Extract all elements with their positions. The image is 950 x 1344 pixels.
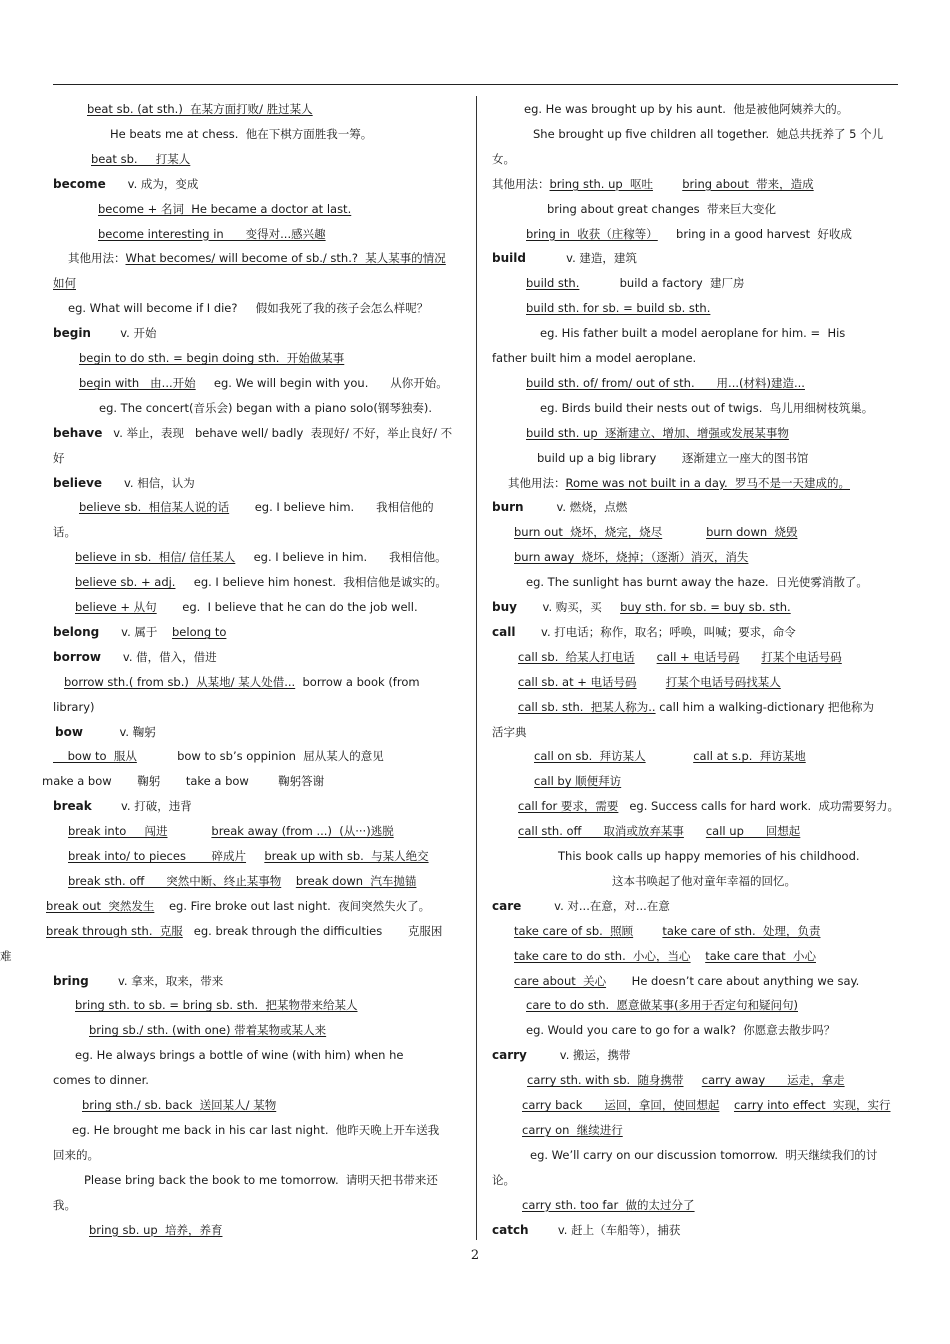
- entry-line: [526, 421, 789, 446]
- entry-line: [492, 495, 627, 520]
- phrase: break sth. off 突然中断、终止某事物: [68, 873, 282, 888]
- phrase: bring sth./ sb. back 送回某人/ 某物: [82, 1098, 277, 1112]
- entry-line: [514, 969, 859, 994]
- phrase: carry into effect 实现，实行: [733, 1098, 891, 1112]
- entry-line: [89, 1018, 326, 1043]
- phrase: burn out 烧坏，烧完，烧尽: [514, 525, 663, 540]
- phrase: call sb. sth. 把某人称为..: [518, 699, 656, 714]
- entry-text: He beats me at chess. 他在下棋方面胜我一筹。: [110, 126, 373, 141]
- phrase: bring sth. up 呕吐: [549, 176, 653, 191]
- phrase: carry sth. too far 做的太过分了: [522, 1197, 695, 1212]
- entry-line: [492, 147, 515, 172]
- headword: bring: [53, 973, 89, 988]
- phrase: borrow sth.( from sb.) 从某地/ 某人处借...: [64, 674, 296, 689]
- headword: become: [53, 176, 106, 191]
- phrase: take care of sth. 处理，负责: [662, 923, 821, 938]
- phrase: begin to do sth. = begin doing sth. 开始做某事: [79, 351, 345, 365]
- phrase: take care that 小心: [705, 948, 816, 963]
- entry-line: [527, 1068, 845, 1093]
- entry-text: This book calls up happy memories of his childhood.: [558, 849, 860, 863]
- entry-line: [526, 993, 798, 1018]
- entry-text: v. 对...在意，对...在意: [521, 898, 670, 913]
- headword: buy: [492, 600, 517, 614]
- entry-line: [558, 844, 860, 869]
- entry-text: He doesn’t care about anything we say.: [606, 973, 860, 988]
- entry-line: [526, 371, 805, 396]
- phrase: call sb. at + 电话号码: [518, 674, 637, 689]
- entry-text: [684, 1073, 702, 1087]
- entry-text: [246, 849, 264, 863]
- entry-line: [547, 197, 776, 222]
- entry-line: [53, 620, 226, 645]
- entry-line: [53, 321, 156, 346]
- entry-line: [42, 769, 324, 794]
- entry-text: 其他用法：: [492, 176, 550, 191]
- phrase: call sb. 给某人打电话: [518, 649, 635, 664]
- entry-text: v. 相信，认为: [102, 475, 195, 490]
- phrase: bring sb. up 培养，养育: [89, 1222, 223, 1237]
- entry-text: build a factory 建厂房: [579, 276, 745, 291]
- entry-line: [53, 271, 76, 296]
- entry-line: [492, 894, 670, 919]
- entry-line: [526, 222, 852, 247]
- entry-text: [281, 874, 296, 888]
- entry-text: eg. We will begin with you. 从你开始。: [195, 375, 448, 390]
- entry-text: eg. He brought me back in his car last night. 他昨天晚上开车送我: [72, 1122, 440, 1137]
- entry-line: [53, 471, 195, 496]
- entry-text: v. 赶上（车船等），捕获: [528, 1222, 681, 1237]
- column-divider: [476, 96, 477, 1240]
- entry-line: [492, 620, 796, 645]
- entry-line: [522, 1093, 890, 1118]
- entry-line: [537, 446, 808, 471]
- entry-text: [691, 949, 706, 963]
- entry-text: 这本书唤起了他对童年幸福的回忆。: [612, 873, 796, 888]
- headword: carry: [492, 1048, 527, 1063]
- entry-line: [53, 421, 452, 446]
- entry-line: [514, 520, 797, 545]
- phrase: call at s.p. 拜访某地: [693, 749, 806, 764]
- phrase: break down 汽车抛锚: [295, 873, 417, 888]
- entry-text: [653, 177, 682, 191]
- phrase: carry on 继续进行: [522, 1122, 623, 1137]
- entry-text: eg. We’ll carry on our discussion tomorrow. 明天继续我们的讨: [530, 1147, 878, 1162]
- entry-text: [646, 749, 694, 763]
- entry-line: [89, 1218, 222, 1243]
- entry-text: 好: [53, 450, 65, 465]
- entry-text: v. 燃烧，点燃: [523, 500, 628, 515]
- entry-text: eg. The sunlight has burnt away the haze. 日光使雾消散了。: [526, 575, 868, 590]
- phrase: call up 回想起: [705, 824, 801, 839]
- entry-line: [492, 1043, 631, 1068]
- entry-text: [719, 1098, 734, 1112]
- headword: believe: [53, 475, 103, 490]
- entry-text: borrow a book (from: [295, 674, 420, 689]
- entry-line: [53, 645, 217, 670]
- phrase: build sth. up 逐渐建立、增加、增强或发展某事物: [526, 425, 789, 440]
- phrase: break through sth. 克服: [46, 923, 183, 938]
- entry-text: father built him a model aeroplane.: [492, 351, 697, 365]
- phrase: 打某个电话号码: [761, 649, 842, 664]
- phrase: believe + 从句: [75, 600, 157, 614]
- entry-line: [530, 1143, 877, 1168]
- entry-text: eg. Would you care to go for a walk? 你愿意去散步吗？: [526, 1023, 836, 1038]
- entry-text: eg. Fire broke out last night. 夜间突然失火了。: [154, 898, 431, 913]
- headword: break: [53, 799, 92, 814]
- headword: bow: [55, 724, 83, 739]
- entry-line: [534, 744, 806, 769]
- entry-line: [55, 720, 156, 745]
- phrase: break into 闯进: [68, 824, 168, 839]
- entry-line: [68, 246, 446, 271]
- entry-text: eg. The concert(音乐会) began with a piano solo(钢琴独奏).: [99, 400, 432, 415]
- header-rule: [53, 84, 898, 85]
- entry-line: [540, 321, 845, 346]
- entry-line: [522, 1118, 623, 1143]
- entry-text: eg. His father built a model aeroplane for him. = His: [540, 326, 846, 341]
- entry-text: eg. He always brings a bottle of wine (with him) when he: [75, 1048, 404, 1063]
- phrase: call on sb. 拜访某人: [534, 749, 646, 764]
- entry-text: [662, 525, 706, 539]
- entry-text: 其他用法：: [68, 251, 126, 266]
- entry-line: [522, 1193, 695, 1218]
- entry-line: [518, 670, 781, 695]
- phrase: bring sb./ sth. (with one) 带着某物或某人来: [89, 1023, 327, 1038]
- phrase: 打某个电话号码找某人: [665, 674, 781, 689]
- entry-line: [46, 919, 442, 944]
- entry-text: v. 借，借入，借进: [101, 649, 217, 664]
- phrase: beat sb. 打某人: [91, 151, 191, 166]
- entry-line: [526, 570, 868, 595]
- entry-line: [492, 720, 527, 745]
- entry-line: [68, 819, 394, 844]
- entry-line: [46, 894, 430, 919]
- entry-line: [53, 172, 198, 197]
- entry-line: [53, 520, 76, 545]
- entry-line: [518, 695, 874, 720]
- phrase: build sth. for sb. = build sb. sth.: [526, 301, 711, 316]
- entry-text: build up a big library 逐渐建立一座大的图书馆: [537, 450, 809, 465]
- entry-text: eg. I believe in him. 我相信他。: [235, 550, 447, 565]
- headword: catch: [492, 1222, 529, 1237]
- headword: belong: [53, 624, 100, 639]
- entry-line: [87, 97, 313, 122]
- entry-line: [514, 944, 816, 969]
- entry-text: eg. I believe him. 我相信他的: [229, 500, 434, 515]
- entry-text: v. 拿来，取来，带来: [88, 973, 224, 988]
- entry-line: [79, 371, 448, 396]
- headword: burn: [492, 500, 524, 515]
- entry-line: [75, 545, 447, 570]
- headword: call: [492, 624, 516, 639]
- entry-text: v. 购买，买: [516, 600, 621, 614]
- headword: care: [492, 898, 522, 913]
- entry-text: She brought up five children all together. 她总共抚养了 5 个儿: [533, 126, 884, 141]
- entry-line: [75, 595, 418, 620]
- entry-text: 其他用法：: [508, 475, 566, 490]
- phrase: bring in 收获（庄稼等）: [526, 226, 658, 241]
- phrase: call + 电话号码: [656, 649, 740, 664]
- phrase: become + 名词 He became a doctor at last.: [98, 201, 352, 216]
- entry-line: [514, 545, 748, 570]
- entry-line: [0, 944, 12, 969]
- phrase: break up with sb. 与某人绝交: [264, 849, 429, 863]
- entry-text: v. 打破，违背: [91, 799, 192, 814]
- entry-line: [526, 296, 710, 321]
- entry-line: [98, 222, 326, 247]
- entry-line: [99, 396, 432, 421]
- entry-line: [526, 271, 745, 296]
- phrase: build sth. of/ from/ out of sth. 用...(材料)建造...: [526, 375, 805, 390]
- entry-line: [533, 122, 883, 147]
- phrase: take care of sb. 照顾: [514, 923, 634, 938]
- phrase: carry back 运回，拿回，使回想起: [522, 1098, 720, 1112]
- phrase: believe in sb. 相信/ 信任某人: [75, 550, 236, 565]
- entry-line: [68, 869, 416, 894]
- entry-text: 论。: [492, 1172, 515, 1187]
- entry-line: [492, 346, 696, 371]
- phrase: 如何: [53, 276, 76, 291]
- entry-line: [64, 670, 420, 695]
- entry-line: [79, 495, 434, 520]
- entry-text: 女。: [492, 151, 515, 166]
- entry-text: 难: [0, 948, 12, 963]
- phrase: call sth. off 取消或放弃某事: [518, 824, 684, 839]
- entry-text: call him a walking-dictionary 把他称为: [655, 699, 875, 714]
- entry-line: [526, 1018, 835, 1043]
- phrase: belong to: [172, 624, 227, 639]
- entry-text: comes to dinner.: [53, 1073, 149, 1088]
- entry-line: [72, 1118, 439, 1143]
- entry-text: 活字典: [492, 724, 527, 739]
- entry-line: [540, 396, 873, 421]
- entry-line: [53, 1193, 76, 1218]
- entry-text: [739, 650, 761, 664]
- page-number: 2: [470, 1248, 480, 1263]
- entry-line: [518, 794, 899, 819]
- entry-line: [492, 595, 791, 620]
- entry-text: 话。: [53, 525, 76, 540]
- entry-line: [110, 122, 372, 147]
- headword: begin: [53, 326, 91, 341]
- entry-text: v. 属于: [99, 624, 172, 639]
- entry-text: eg. I believe that he can do the job well.: [156, 600, 418, 614]
- entry-line: [53, 446, 65, 471]
- phrase: call for 要求，需要: [518, 799, 619, 814]
- entry-text: bring about great changes 带来巨大变化: [547, 201, 776, 216]
- entry-line: [518, 645, 842, 670]
- phrase: bow to 服从: [53, 749, 137, 764]
- phrase: become interesting in 变得对...感兴趣: [98, 226, 326, 241]
- phrase: burn away 烧坏，烧掉；（逐渐）消灭，消失: [514, 550, 749, 565]
- entry-text: [633, 924, 662, 938]
- entry-line: [82, 1093, 276, 1118]
- phrase: burn down 烧毁: [706, 525, 798, 540]
- entry-line: [68, 296, 428, 321]
- phrase: believe sb. 相信某人说的话: [79, 500, 230, 515]
- entry-text: v. 搬运，携带: [526, 1048, 631, 1063]
- entry-line: [79, 346, 344, 371]
- entry-line: [75, 1043, 403, 1068]
- phrase: buy sth. for sb. = buy sb. sth.: [620, 600, 791, 614]
- entry-text: eg. Success calls for hard work. 成功需要努力。: [618, 799, 899, 814]
- entry-text: [637, 675, 666, 689]
- entry-line: [53, 695, 95, 720]
- entry-line: [98, 197, 351, 222]
- phrase: carry away 运走，拿走: [701, 1073, 845, 1088]
- entry-line: [514, 919, 820, 944]
- entry-line: [53, 1068, 149, 1093]
- entry-text: library): [53, 699, 95, 714]
- entry-text: eg. break through the difficulties 克服困: [182, 923, 443, 938]
- phrase: break into/ to pieces 碎成片: [68, 849, 247, 863]
- entry-line: [492, 172, 814, 197]
- entry-text: 我。: [53, 1197, 76, 1212]
- entry-line: [492, 1168, 515, 1193]
- phrase: bring about 带来，造成: [682, 176, 814, 191]
- entry-line: [53, 1143, 99, 1168]
- phrase: care to do sth. 愿意做某事(多用于否定句和疑问句): [526, 998, 798, 1013]
- entry-text: eg. He was brought up by his aunt. 他是被他阿姨养大的。: [524, 102, 849, 116]
- entry-text: eg. Birds build their nests out of twigs. 鸟儿用细树枝筑巢。: [540, 400, 874, 415]
- headword: borrow: [53, 649, 101, 664]
- entry-line: [84, 1168, 438, 1193]
- entry-line: [492, 1218, 680, 1243]
- entry-text: bring in a good harvest 好收成: [657, 226, 852, 241]
- entry-line: [91, 147, 190, 172]
- phrase: believe sb. + adj.: [75, 575, 176, 590]
- entry-line: [68, 844, 429, 869]
- entry-line: [534, 769, 621, 794]
- entry-text: v. 开始: [90, 326, 157, 341]
- entry-text: [684, 824, 706, 838]
- entry-line: [492, 246, 637, 271]
- entry-line: [524, 97, 848, 122]
- entry-text: [635, 650, 657, 664]
- entry-text: [168, 824, 212, 838]
- phrase: break out 突然发生: [46, 898, 155, 913]
- phrase: carry sth. with sb. 随身携带: [527, 1073, 684, 1088]
- entry-text: eg. I believe him honest. 我相信他是诚实的。: [175, 575, 447, 590]
- entry-line: [508, 471, 850, 496]
- entry-text: v. 鞠躬: [82, 724, 156, 739]
- entry-text: eg. What will become if I die? 假如我死了我的孩子会怎么样呢？: [68, 301, 429, 316]
- entry-text: make a bow 鞠躬 take a bow 鞠躬答谢: [42, 774, 325, 789]
- entry-text: v. 成为，变成: [105, 176, 199, 191]
- entry-line: [75, 993, 358, 1018]
- phrase: What becomes/ will become of sb./ sth.? 某人某事的情况: [125, 251, 446, 266]
- entry-text: Please bring back the book to me tomorrow. 请明天把书带来还: [84, 1172, 438, 1187]
- phrase: Rome was not built in a day. 罗马不是一天建成的。: [565, 475, 850, 490]
- phrase: bring sth. to sb. = bring sb. sth. 把某物带来给某人: [75, 998, 358, 1013]
- entry-text: v. 建造，建筑: [525, 251, 637, 266]
- entry-text: 回来的。: [53, 1147, 99, 1162]
- entry-line: [53, 794, 192, 819]
- phrase: break away (from ...) (从···)逃脱: [211, 824, 394, 839]
- phrase: begin with 由...开始: [79, 375, 196, 390]
- headword: build: [492, 251, 526, 266]
- headword: behave: [53, 425, 103, 440]
- entry-text: bow to sb’s oppinion 屈从某人的意见: [136, 749, 384, 764]
- phrase: care about 关心: [514, 973, 607, 988]
- entry-text: v. 举止，表现 behave well/ badly 表现好/ 不好，举止良好/ 不: [102, 425, 453, 440]
- entry-line: [75, 570, 447, 595]
- entry-line: [53, 744, 384, 769]
- phrase: beat sb. (at sth.) 在某方面打败/ 胜过某人: [87, 102, 313, 116]
- entry-line: [518, 819, 800, 844]
- entry-line: [612, 869, 796, 894]
- phrase: take care to do sth. 小心，当心: [514, 948, 691, 963]
- phrase: build sth.: [526, 276, 580, 291]
- phrase: call by 顺便拜访: [534, 774, 622, 789]
- entry-text: v. 打电话；称作，取名；呼唤，叫喊；要求，命令: [515, 624, 796, 639]
- entry-line: [53, 969, 223, 994]
